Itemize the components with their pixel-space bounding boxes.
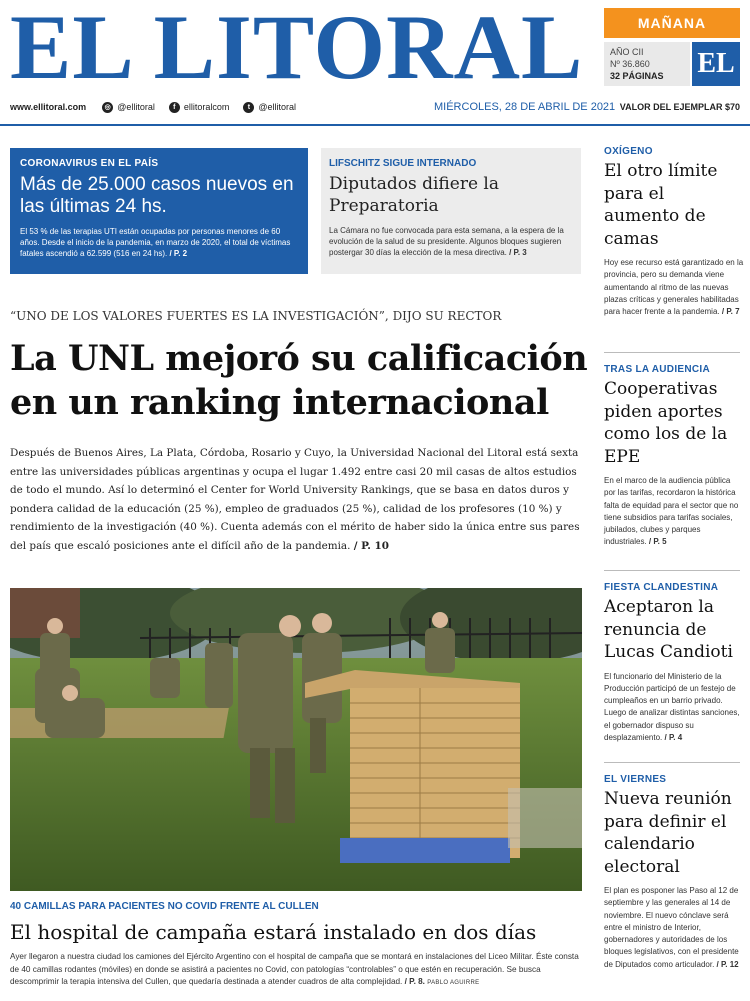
instagram-link[interactable] <box>102 102 155 113</box>
story-headline[interactable]: Nueva reunión para definir el calendario electoral <box>604 789 732 877</box>
diputados-story[interactable] <box>321 148 581 274</box>
facebook-handle: ellitoralcom <box>183 102 230 112</box>
page-reference: / P. 3 <box>509 248 527 257</box>
story-body: La Cámara no fue convocada para esta semana, a la espera de la evolución de la salud de su presidente. Algunos bloques sugieren postergar 30 días la elección de la mesa directiva. / P. 3 <box>329 226 564 257</box>
story-body: Hoy ese recurso está garantizado en la provincia, pero su demanda viene aumentando al ritmo de las nuevas plazas críticas y generales habilitadas para hacer frente a la pandemia. / P. 7 <box>604 258 744 317</box>
page-reference: / P. 7 <box>721 307 740 317</box>
twitter-icon: t <box>243 102 254 113</box>
masthead <box>0 0 750 96</box>
story-body: El plan es posponer las Paso al 12 de septiembre y las generales al 14 de noviembre. El nuevo cónclave será entre el ministro de Interior, gobernadores y autoridades de los bloques legislativos, con el presidente de Diputados como articulador. / P. 12 <box>604 886 739 969</box>
story-headline[interactable]: Aceptaron la renuncia de Lucas Candioti <box>604 597 733 662</box>
instagram-icon: ◎ <box>102 102 113 113</box>
story-kicker: TRAS LA AUDIENCIA <box>604 364 711 375</box>
story-kicker: EL VIERNES <box>604 774 667 785</box>
photo-credit: PABLO AGUIRRE <box>427 980 480 986</box>
sidebar-story-cooperativas[interactable] <box>604 364 744 549</box>
story-kicker: CORONAVIRUS EN EL PAÍS <box>20 158 159 169</box>
photo-story-body: Ayer llegaron a nuestra ciudad los camiones del Ejército Argentino con el hospital de campaña que se montará en instalaciones del Liceo Militar. Éste consta de 40 camillas rodantes (móviles) en donde se asistirá a pacientes no Covid, con patologías “controlables” o que estén en recuperación. Se busca descomprimir la terapia intensiva del Cullen, que quedaría destinada a atender cuadros de alta complejidad. / P. 8. PABLO AGUIRRE <box>10 952 579 986</box>
issue-date: MIÉRCOLES, 28 DE ABRIL DE 2021 <box>434 101 616 113</box>
story-body: El 53 % de las terapias UTI están ocupadas por personas menores de 60 años. Desde el inicio de la pandemia, en marzo de 2020, el total de víctimas fatales ascendió a 62.599 (516 en 24 hs). / P. 2 <box>20 227 291 258</box>
page-reference: / P. 4 <box>664 732 683 742</box>
issue-pages: 32 PÁGINAS <box>610 71 664 81</box>
story-body: En el marco de la audiencia pública por las tarifas, recordaron la histórica falta de equidad para el sector que no tiene subsidios para tarifas sociales, jubilados, clubes y parques industriales. / P. 5 <box>604 476 739 547</box>
sidebar-divider <box>604 570 740 571</box>
main-story-body: Después de Buenos Aires, La Plata, Córdoba, Rosario y Cuyo, la Universidad Nacional del Litoral está sexta entre las universidades públicas argentinas y ocupa el lugar 1.492 entre casi 20 mil casas de altos estudios de todo el mundo. Así lo determinó el Center for World University Rankings, que se basa en datos duros y pondera calidad de la educación (25 %), empleo de graduados (25 %), calidad de los profesores (10 %) y rendimiento de la investigación (40 %). Cuenta además con el mérito de haber sido la única entre sus pares del país que escaló posiciones ante el difícil año de la pandemia. / P. 10 <box>10 447 580 552</box>
page-reference: / P. 10 <box>353 539 389 552</box>
sidebar-story-oxigeno[interactable] <box>604 146 744 318</box>
instagram-handle: @ellitoral <box>117 102 155 112</box>
story-headline[interactable]: Cooperativas piden aportes como los de la EPE <box>604 379 728 467</box>
page-reference: / P. 12 <box>716 959 739 969</box>
page-reference: / P. 8. <box>404 977 425 986</box>
story-kicker: FIESTA CLANDESTINA <box>604 582 719 593</box>
photo-story-kicker: 40 CAMILLAS PARA PACIENTES NO COVID FRENTE AL CULLEN <box>10 901 319 912</box>
sidebar-divider <box>604 352 740 353</box>
photo-illustration <box>10 588 582 891</box>
masthead-subbar <box>10 98 740 116</box>
twitter-handle: @ellitoral <box>258 102 297 112</box>
covid-story[interactable] <box>10 148 308 274</box>
twitter-link[interactable] <box>243 102 296 113</box>
issue-number: Nº 36.860 <box>610 59 650 69</box>
story-headline[interactable]: Diputados difiere la Preparatoria <box>329 174 499 216</box>
main-story-headline[interactable]: La UNL mejoró su calificación en un ranking internacional <box>10 338 588 423</box>
issue-info <box>604 42 690 86</box>
story-headline[interactable]: El otro límite para el aumento de camas <box>604 161 718 249</box>
sidebar-story-calendario[interactable] <box>604 774 744 971</box>
newspaper-logo[interactable]: EL LITORAL <box>10 0 584 98</box>
sidebar-divider <box>604 762 740 763</box>
photo-story-headline[interactable]: El hospital de campaña estará instalado en dos días <box>10 920 537 944</box>
facebook-icon: f <box>169 102 180 113</box>
main-story-kicker: “UNO DE LOS VALORES FUERTES ES LA INVESTIGACIÓN”, DIJO SU RECTOR <box>10 309 502 323</box>
facebook-link[interactable] <box>169 102 230 113</box>
story-headline[interactable]: Más de 25.000 casos nuevos en las últimas 24 hs. <box>20 174 294 217</box>
page-reference: / P. 2 <box>169 249 188 258</box>
field-hospital-photo[interactable] <box>10 588 582 891</box>
brand-badge: EL <box>692 42 740 86</box>
story-body: El funcionario del Ministerio de la Producción participó de un festejo de cumpleaños en un barrio privado. Luego de analizar distintas sanciones, el gobernador dispuso su desplazamiento. / P. 4 <box>604 671 740 742</box>
story-kicker: OXÍGENO <box>604 146 653 157</box>
sidebar-story-candioti[interactable] <box>604 582 744 744</box>
issue-price: VALOR DEL EJEMPLAR $70 <box>619 102 740 112</box>
website-link[interactable]: www.ellitoral.com <box>10 102 87 112</box>
header-divider <box>0 124 750 126</box>
issue-year: AÑO CII <box>610 47 644 57</box>
story-kicker: LIFSCHITZ SIGUE INTERNADO <box>329 158 477 169</box>
edition-badge: MAÑANA <box>604 8 740 38</box>
page-reference: / P. 5 <box>648 537 667 547</box>
